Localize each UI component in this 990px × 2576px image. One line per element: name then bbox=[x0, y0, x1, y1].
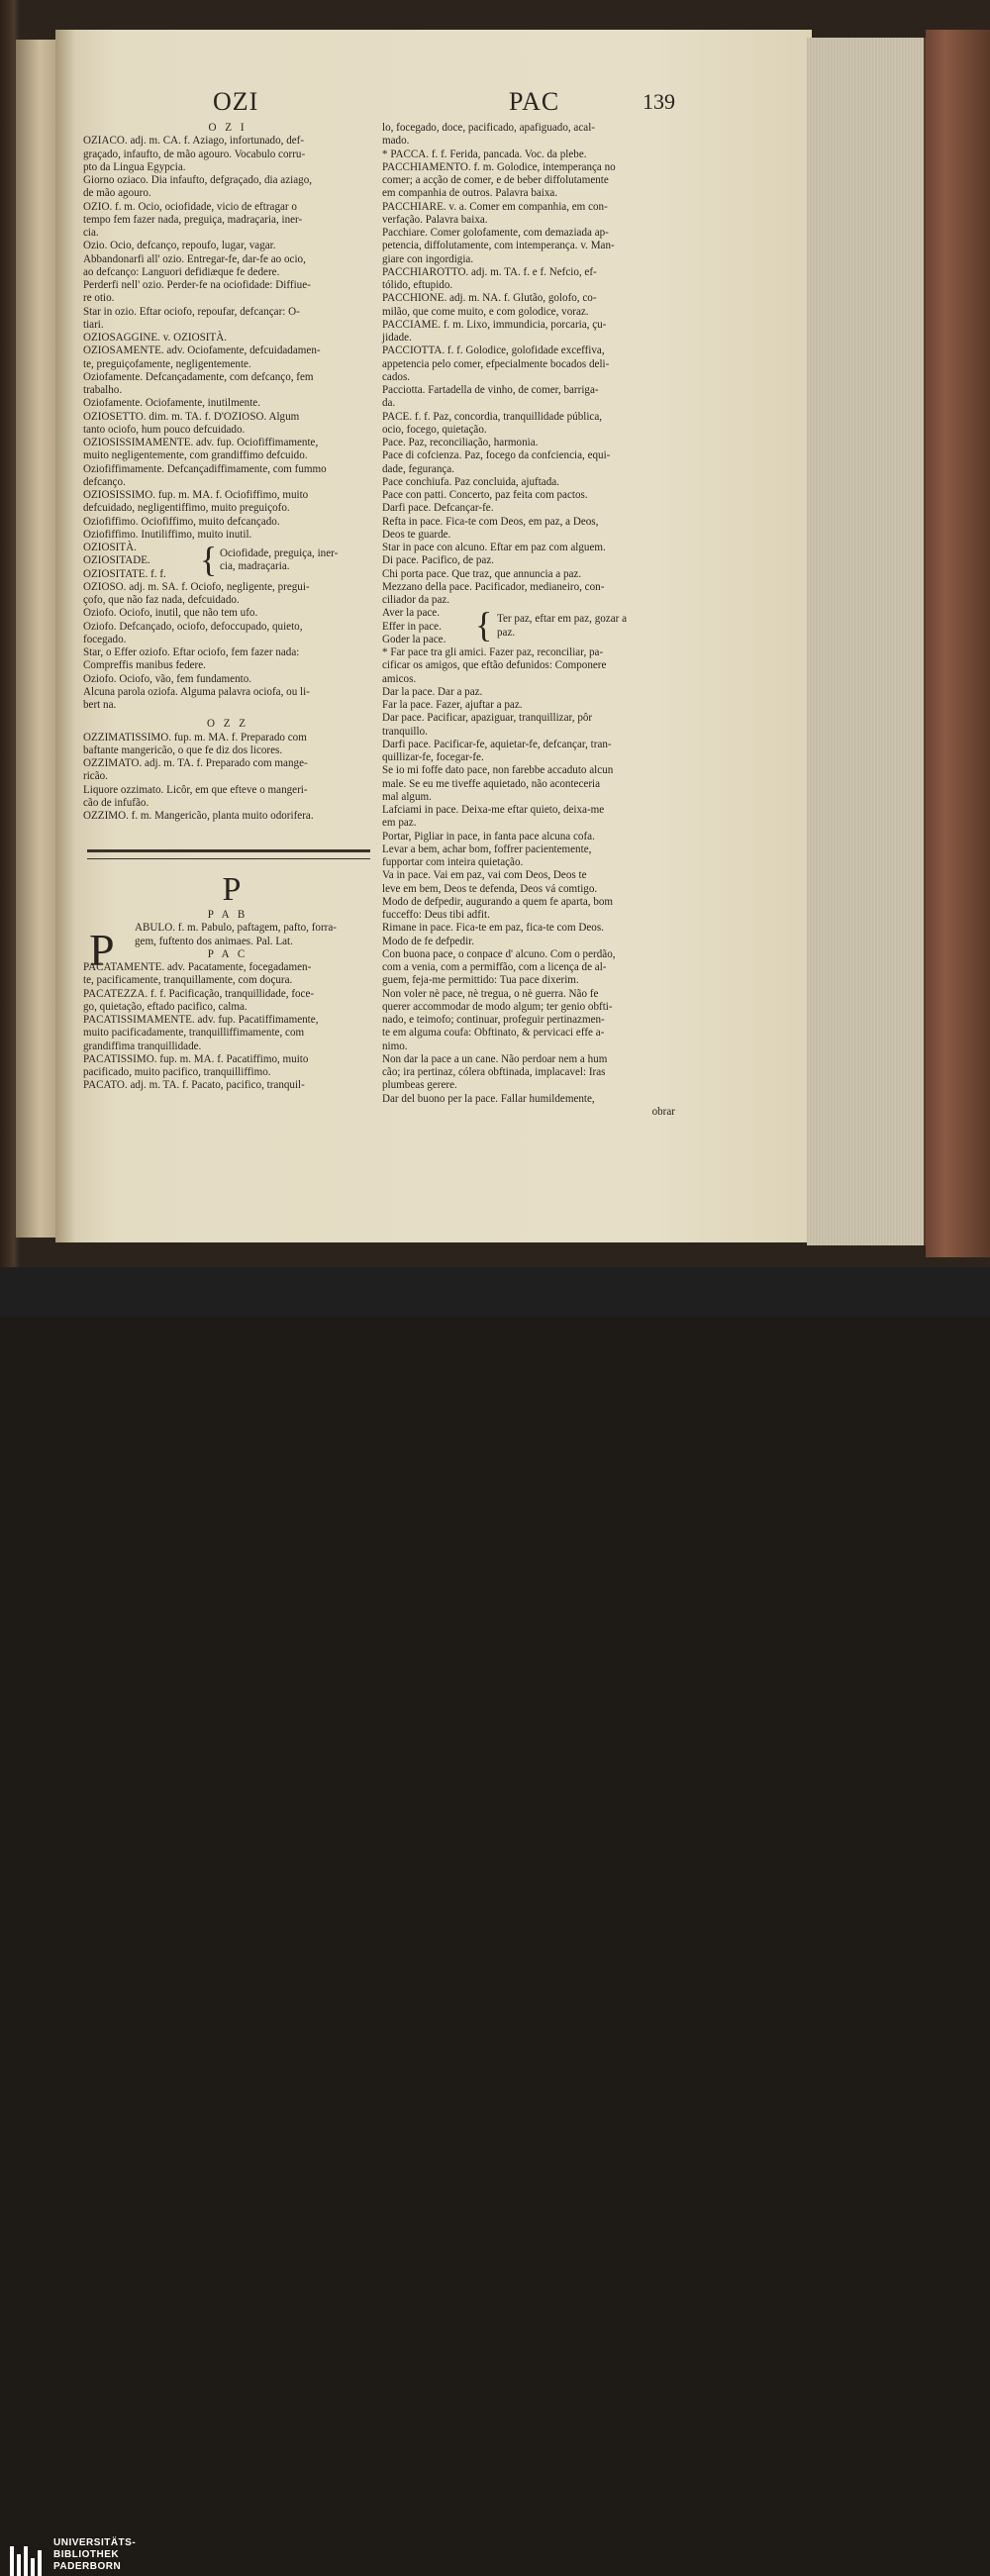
entry-line: Darfi pace. Defcançar-fe. bbox=[382, 502, 494, 515]
entry-line: cificar os amigos, que eftão defunidos: Componere bbox=[382, 659, 607, 672]
entry-line: Levar a bem, achar bom, foffrer pacientemente, bbox=[382, 842, 592, 855]
entry-line: OZIO. f. m. Ocio, ociofidade, vicio de eftragar o bbox=[83, 200, 297, 213]
entry-line: Lafciami in pace. Deixa-me eftar quieto, deixa-me bbox=[382, 804, 605, 816]
brace-symbol: { bbox=[200, 540, 218, 579]
entry-line: bert na. bbox=[83, 699, 117, 711]
entry-line: re otio. bbox=[83, 292, 115, 305]
entry-line: tempo fem fazer nada, preguiça, madraçaria, iner- bbox=[83, 213, 303, 226]
entry-line: PACCIAME. f. m. Lixo, immundicia, porcaria, çu- bbox=[382, 318, 607, 331]
entry-line: plumbeas gerere. bbox=[382, 1079, 457, 1092]
entry-line: OZZIMO. f. m. Mangericão, planta muito odorifera. bbox=[83, 810, 314, 822]
entry-line: Con buona pace, o conpace d' alcuno. Com o perdão, bbox=[382, 947, 616, 960]
brace-definition-line: paz. bbox=[497, 626, 516, 639]
entry-line: Darfi pace. Pacificar-fe, aquietar-fe, defcançar, tran- bbox=[382, 738, 612, 750]
page-edges bbox=[807, 38, 930, 1245]
entry-line: * Far pace tra gli amici. Fazer paz, reconciliar, pa- bbox=[382, 646, 604, 658]
left-page-edge bbox=[16, 40, 55, 1238]
brace-definition-line: Ociofidade, preguiça, iner- bbox=[220, 547, 339, 559]
entry-line: ciliador da paz. bbox=[382, 594, 450, 606]
entry-line: Star, o Effer oziofo. Eftar ociofo, fem fazer nada: bbox=[83, 646, 300, 658]
entry-line: Rimane in pace. Fica-te em paz, fica-te com Deos. bbox=[382, 922, 604, 935]
entry-line: muito pacificadamente, tranquilliffimamente, com bbox=[83, 1027, 305, 1040]
entry-line: defcanço. bbox=[83, 475, 126, 488]
entry-line: fucceffo: Deus tibi adfit. bbox=[382, 909, 490, 921]
page-number: 139 bbox=[643, 89, 675, 114]
section-heading-pac-left: P A C bbox=[207, 947, 248, 960]
entry-line: grandiffima tranquillidade. bbox=[83, 1040, 202, 1052]
entry-line: PACE. f. f. Paz, concordia, tranquillidade pública, bbox=[382, 410, 603, 423]
library-name-line-3: PADERBORN bbox=[53, 2561, 122, 2572]
entry-line: baftante mangericão, o que fe diz dos licores. bbox=[83, 743, 283, 756]
entry-line: Oziofo. Ociofo, vão, fem fundamento. bbox=[83, 672, 252, 685]
brace-definition-line: cia, madraçaria. bbox=[220, 560, 290, 573]
entry-line: Refta in pace. Fica-te com Deos, em paz, a Deos, bbox=[382, 515, 599, 528]
entry-line: Dar la pace. Dar a paz. bbox=[382, 685, 483, 698]
entry-line: Dar pace. Pacificar, apaziguar, tranquillizar, pôr bbox=[382, 712, 593, 725]
library-footer bbox=[0, 1267, 990, 2572]
brace-term: OZIOSITADE. bbox=[83, 554, 150, 567]
entry-line: da. bbox=[382, 397, 396, 410]
entry-line: ocio, focego, quietação. bbox=[382, 423, 487, 436]
section-heading-ozi: O Z I bbox=[208, 122, 248, 134]
entry-line: tiari. bbox=[83, 318, 104, 331]
entry-line: graçado, infaufto, de mão agouro. Vocabulo corru- bbox=[83, 148, 306, 160]
left-column-p bbox=[83, 909, 372, 1093]
entries-pace-phrases bbox=[382, 646, 679, 1106]
entry-line: fupportar com inteira quietação. bbox=[382, 856, 524, 868]
entry-line: nimo. bbox=[382, 1040, 408, 1052]
entry-line: PACCHIAMENTO. f. m. Golodice, intemperança no bbox=[382, 160, 616, 173]
entry-line: appetencia pelo comer, efpecialmente bocados deli- bbox=[382, 357, 610, 370]
entry-line: PACATEZZA. f. f. Pacificação, tranquillidade, foce- bbox=[83, 987, 315, 1000]
entry-line: tólido, eftupido. bbox=[382, 279, 453, 291]
entry-line: em paz. bbox=[382, 817, 417, 830]
entry-line: PACATAMENTE. adv. Pacatamente, focegadamen- bbox=[83, 961, 312, 973]
catchword: obrar bbox=[651, 1105, 675, 1118]
entry-line: OZIOSO. adj. m. SA. f. Ociofo, negligente, pregui- bbox=[83, 580, 310, 593]
entry-line: te, pacificamente, tranquillamente, com doçura. bbox=[83, 974, 293, 987]
entry-line: ricão. bbox=[83, 770, 108, 783]
entry-line: tanto ociofo, hum pouco defcuidado. bbox=[83, 423, 246, 436]
brace-term: Effer in pace. bbox=[382, 620, 442, 633]
entry-line: Pace di cofcienza. Paz, focego da confciencia, equi- bbox=[382, 449, 611, 462]
letter-heading: P bbox=[222, 871, 242, 908]
entry-line: * PACCA. f. f. Ferida, pancada. Voc. da plebe. bbox=[382, 148, 587, 160]
entry-line: Non voler nè pace, nè tregua, o nè guerra. Não fe bbox=[382, 987, 599, 1000]
entries-pac-left bbox=[83, 961, 372, 1093]
entries-pac-right bbox=[382, 122, 679, 607]
entry-line: quillizar-fe, focegar-fe. bbox=[382, 751, 484, 763]
brace-term: Goder la pace. bbox=[382, 633, 446, 645]
entry-line: em companhia de outros. Palavra baixa. bbox=[382, 187, 558, 200]
brace-group-oziosita bbox=[83, 542, 372, 581]
entry-line: lo, focegado, doce, pacificado, apafiguado, acal- bbox=[382, 122, 595, 134]
brace-definition-line: Ter paz, eftar em paz, gozar a bbox=[497, 613, 628, 626]
entry-line: PACCHIAROTTO. adj. m. TA. f. e f. Nefcio, ef- bbox=[382, 265, 597, 278]
entry-line: Star in ozio. Eftar ociofo, repoufar, defcançar: O- bbox=[83, 305, 300, 318]
entry-line: mal algum. bbox=[382, 790, 432, 803]
left-column bbox=[83, 122, 372, 823]
entry-line: OZIOSISSIMAMENTE. adv. fup. Ociofiffimamente, bbox=[83, 437, 319, 448]
entry-line: verfação. Palavra baixa. bbox=[382, 213, 488, 226]
entry-line: nado, e teimofo; continuar, profeguir pertinazmen- bbox=[382, 1014, 605, 1026]
library-name-line-1: UNIVERSITÄTS- bbox=[53, 2537, 137, 2548]
entry-line: Oziofiffimo. Inutiliffimo, muito inutil. bbox=[83, 528, 252, 541]
entry-line: cão de infufão. bbox=[83, 796, 149, 809]
entry-line: PACCHIONE. adj. m. NA. f. Glutão, golofo, co- bbox=[382, 292, 597, 305]
entry-line: amicos. bbox=[382, 672, 417, 685]
section-divider-rule bbox=[87, 849, 370, 859]
entry-line: querer accommodar de modo algum; ter genio obfti- bbox=[382, 1000, 613, 1013]
entry-line: jidade. bbox=[382, 332, 412, 344]
entry-line: Non dar la pace a un cane. Não perdoar nem a hum bbox=[382, 1052, 608, 1065]
entry-line: Pacciotta. Fartadella de vinho, de comer, barriga- bbox=[382, 384, 599, 396]
entry-line: gem, fuftento dos animaes. Pal. Lat. bbox=[135, 935, 293, 947]
entry-line: Oziofo. Ociofo, inutil, que não tem ufo. bbox=[83, 607, 258, 620]
entry-line: Modo de fe defpedir. bbox=[382, 935, 475, 947]
brace-group-pace bbox=[382, 607, 679, 646]
right-column bbox=[382, 122, 679, 1119]
entry-line: PACCHIARE. v. a. Comer em companhia, em con- bbox=[382, 200, 608, 213]
entry-line: Giorno oziaco. Dia infaufto, defgraçado, dia aziago, bbox=[83, 174, 313, 186]
entry-line: com a venia, com a permiffão, com a licença de al- bbox=[382, 961, 607, 973]
entry-line: Compreffis manibus federe. bbox=[83, 659, 206, 672]
entry-line: focegado. bbox=[83, 633, 127, 645]
entry-line: Di pace. Pacifico, de paz. bbox=[382, 554, 495, 567]
entry-line: Va in pace. Vai em paz, vai com Deos, Deos te bbox=[382, 869, 587, 882]
entry-line: Chi porta pace. Que traz, que annuncia a paz. bbox=[382, 567, 582, 580]
book-scan bbox=[0, 0, 990, 1267]
entry-pabulo bbox=[83, 922, 372, 948]
entries-ozi bbox=[83, 135, 372, 542]
entry-line: Mezzano della pace. Pacificador, medianeiro, con- bbox=[382, 580, 605, 593]
library-name-line-2: BIBLIOTHEK bbox=[53, 2549, 120, 2560]
entry-line: dade, fegurança. bbox=[382, 462, 454, 475]
entry-line: OZIOSETTO. dim. m. TA. f. D'OZIOSO. Algum bbox=[83, 410, 300, 423]
section-heading-ozz: O Z Z bbox=[206, 718, 249, 731]
entry-line: pto da Lingua Egypcia. bbox=[83, 160, 186, 173]
entry-line: cados. bbox=[382, 370, 411, 383]
entry-line: cia. bbox=[83, 227, 99, 239]
entry-line: ao defcanço: Languori defidiæque fe dedere. bbox=[83, 265, 280, 278]
entries-ozioso bbox=[83, 581, 372, 713]
entry-line: Pacchiare. Comer golofamente, com demaziada ap- bbox=[382, 227, 609, 239]
entry-line: PACATISSIMO. fup. m. MA. f. Pacatiffimo, muito bbox=[83, 1052, 309, 1065]
entry-line: Oziofiffimo. Ociofiffimo, muito defcançado. bbox=[83, 515, 280, 528]
entry-line: Pace. Paz, reconciliação, harmonia. bbox=[382, 437, 539, 448]
entry-line: guem, feja-me permittido: Tua pace dixerim. bbox=[382, 974, 579, 987]
entry-line: go, quietação, eftado pacifico, calma. bbox=[83, 1000, 248, 1013]
entry-line: Se io mi foffe dato pace, non farebbe accaduto alcun bbox=[382, 764, 614, 777]
entry-line: Abbandonarfi all' ozio. Entregar-fe, dar-fe ao ocio, bbox=[83, 252, 306, 265]
library-logo-icon bbox=[8, 2542, 48, 2576]
entry-line: Far la pace. Fazer, ajuftar a paz. bbox=[382, 699, 523, 711]
entry-line: mado. bbox=[382, 135, 410, 148]
brace-term: OZIOSITÀ. bbox=[83, 542, 137, 553]
entry-line: PACATO. adj. m. TA. f. Pacato, pacifico, tranquil- bbox=[83, 1079, 305, 1092]
section-heading-pab: P A B bbox=[207, 909, 248, 921]
entry-line: te, preguiçofamente, negligentemente. bbox=[83, 357, 251, 370]
entry-line: Oziofamente. Defcançadamente, com defcanço, fem bbox=[83, 370, 314, 383]
entry-line: PACCIOTTA. f. f. Golodice, golofidade exceffiva, bbox=[382, 345, 605, 357]
entry-line: Modo de defpedir, augurando a quem fe aparta, bom bbox=[382, 895, 614, 908]
entries-ozz bbox=[83, 732, 372, 824]
book-cover bbox=[926, 30, 990, 1257]
entry-line: çofo, que não faz nada, defcuidado. bbox=[83, 594, 240, 606]
brace-symbol: { bbox=[475, 605, 493, 645]
brace-term: Aver la pace. bbox=[382, 607, 440, 620]
entry-line: male. Se eu me tiveffe aquietado, não aconteceria bbox=[382, 777, 601, 790]
running-head-right: PAC bbox=[509, 87, 560, 116]
entry-line: Pace conchiufa. Paz concluida, ajuftada. bbox=[382, 475, 559, 488]
entry-line: pacificado, muito pacifico, tranquilliffimo. bbox=[83, 1066, 271, 1078]
entry-line: Oziofamente. Ociofamente, inutilmente. bbox=[83, 397, 260, 410]
entry-line: Perderfi nell' ozio. Perder-fe na ociofidade: Diffiue- bbox=[83, 279, 311, 291]
entry-line: Deos te guarde. bbox=[382, 528, 451, 541]
entry-line: Alcuna parola oziofa. Alguma palavra ociofa, ou li- bbox=[83, 685, 310, 698]
brace-term: OZIOSITATE. f. f. bbox=[83, 567, 166, 580]
entry-line: OZIOSAGGINE. v. OZIOSITÀ. bbox=[83, 332, 228, 344]
entry-line: trabalho. bbox=[83, 384, 123, 396]
entry-line: Dar del buono per la pace. Fallar humildemente, bbox=[382, 1092, 595, 1105]
entry-line: OZIACO. adj. m. CA. f. Aziago, infortunado, def- bbox=[83, 135, 305, 148]
entry-line: OZIOSAMENTE. adv. Ociofamente, defcuidadamen- bbox=[83, 345, 321, 357]
entry-line: Ozio. Ocio, defcanço, repoufo, lugar, vagar. bbox=[83, 240, 276, 252]
entry-line: milão, que come muito, e com golodice, voraz. bbox=[382, 305, 589, 318]
entry-line: ABULO. f. m. Pabulo, paftagem, pafto, forra- bbox=[135, 922, 337, 935]
entry-line: Portar, Pigliar in pace, in fanta pace alcuna cofa. bbox=[382, 830, 595, 842]
entry-line: PACATISSIMAMENTE. adv. fup. Pacatiffimamente, bbox=[83, 1014, 319, 1026]
entry-line: leve em bem, Deos te defenda, Deos vá comtigo. bbox=[382, 882, 598, 895]
entry-line: muito negligentemente, com grandiffimo defcuido. bbox=[83, 449, 308, 462]
drop-cap: P bbox=[89, 925, 115, 975]
entry-line: Oziofo. Defcançado, ociofo, defoccupado, quieto, bbox=[83, 620, 303, 633]
entry-line: Pace con patti. Concerto, paz feita com pactos. bbox=[382, 489, 588, 501]
entry-line: Liquore ozzimato. Licôr, em que efteve o mangeri- bbox=[83, 783, 308, 796]
entry-line: de mão agouro. bbox=[83, 187, 151, 200]
entry-line: petencia, diffolutamente, com intemperança. v. Man- bbox=[382, 240, 615, 252]
entry-line: OZZIMATO. adj. m. TA. f. Preparado com mange- bbox=[83, 757, 308, 769]
entry-line: OZZIMATISSIMO. fup. m. MA. f. Preparado com bbox=[83, 731, 307, 743]
entry-line: te em alguma coufa: Obftinato, & pervicaci effe a- bbox=[382, 1027, 605, 1040]
entry-line: Oziofiffimamente. Defcançadiffimamente, com fummo bbox=[83, 462, 327, 475]
entry-line: giare con ingordigia. bbox=[382, 252, 474, 265]
entry-line: tranquillo. bbox=[382, 725, 428, 738]
entry-line: OZIOSISSIMO. fup. m. MA. f. Ociofiffimo, muito bbox=[83, 489, 309, 501]
entry-line: Star in pace con alcuno. Eftar em paz com alguem. bbox=[382, 542, 606, 553]
entry-line: defcuidado, negligentiffimo, muito preguiçofo. bbox=[83, 502, 290, 515]
running-head-left: OZI bbox=[213, 87, 259, 116]
entry-line: comer; a acção de comer, e de beber diffolutamente bbox=[382, 174, 609, 186]
entry-line: cão; ira pertinaz, cólera obftinada, implacavel: Iras bbox=[382, 1066, 606, 1078]
